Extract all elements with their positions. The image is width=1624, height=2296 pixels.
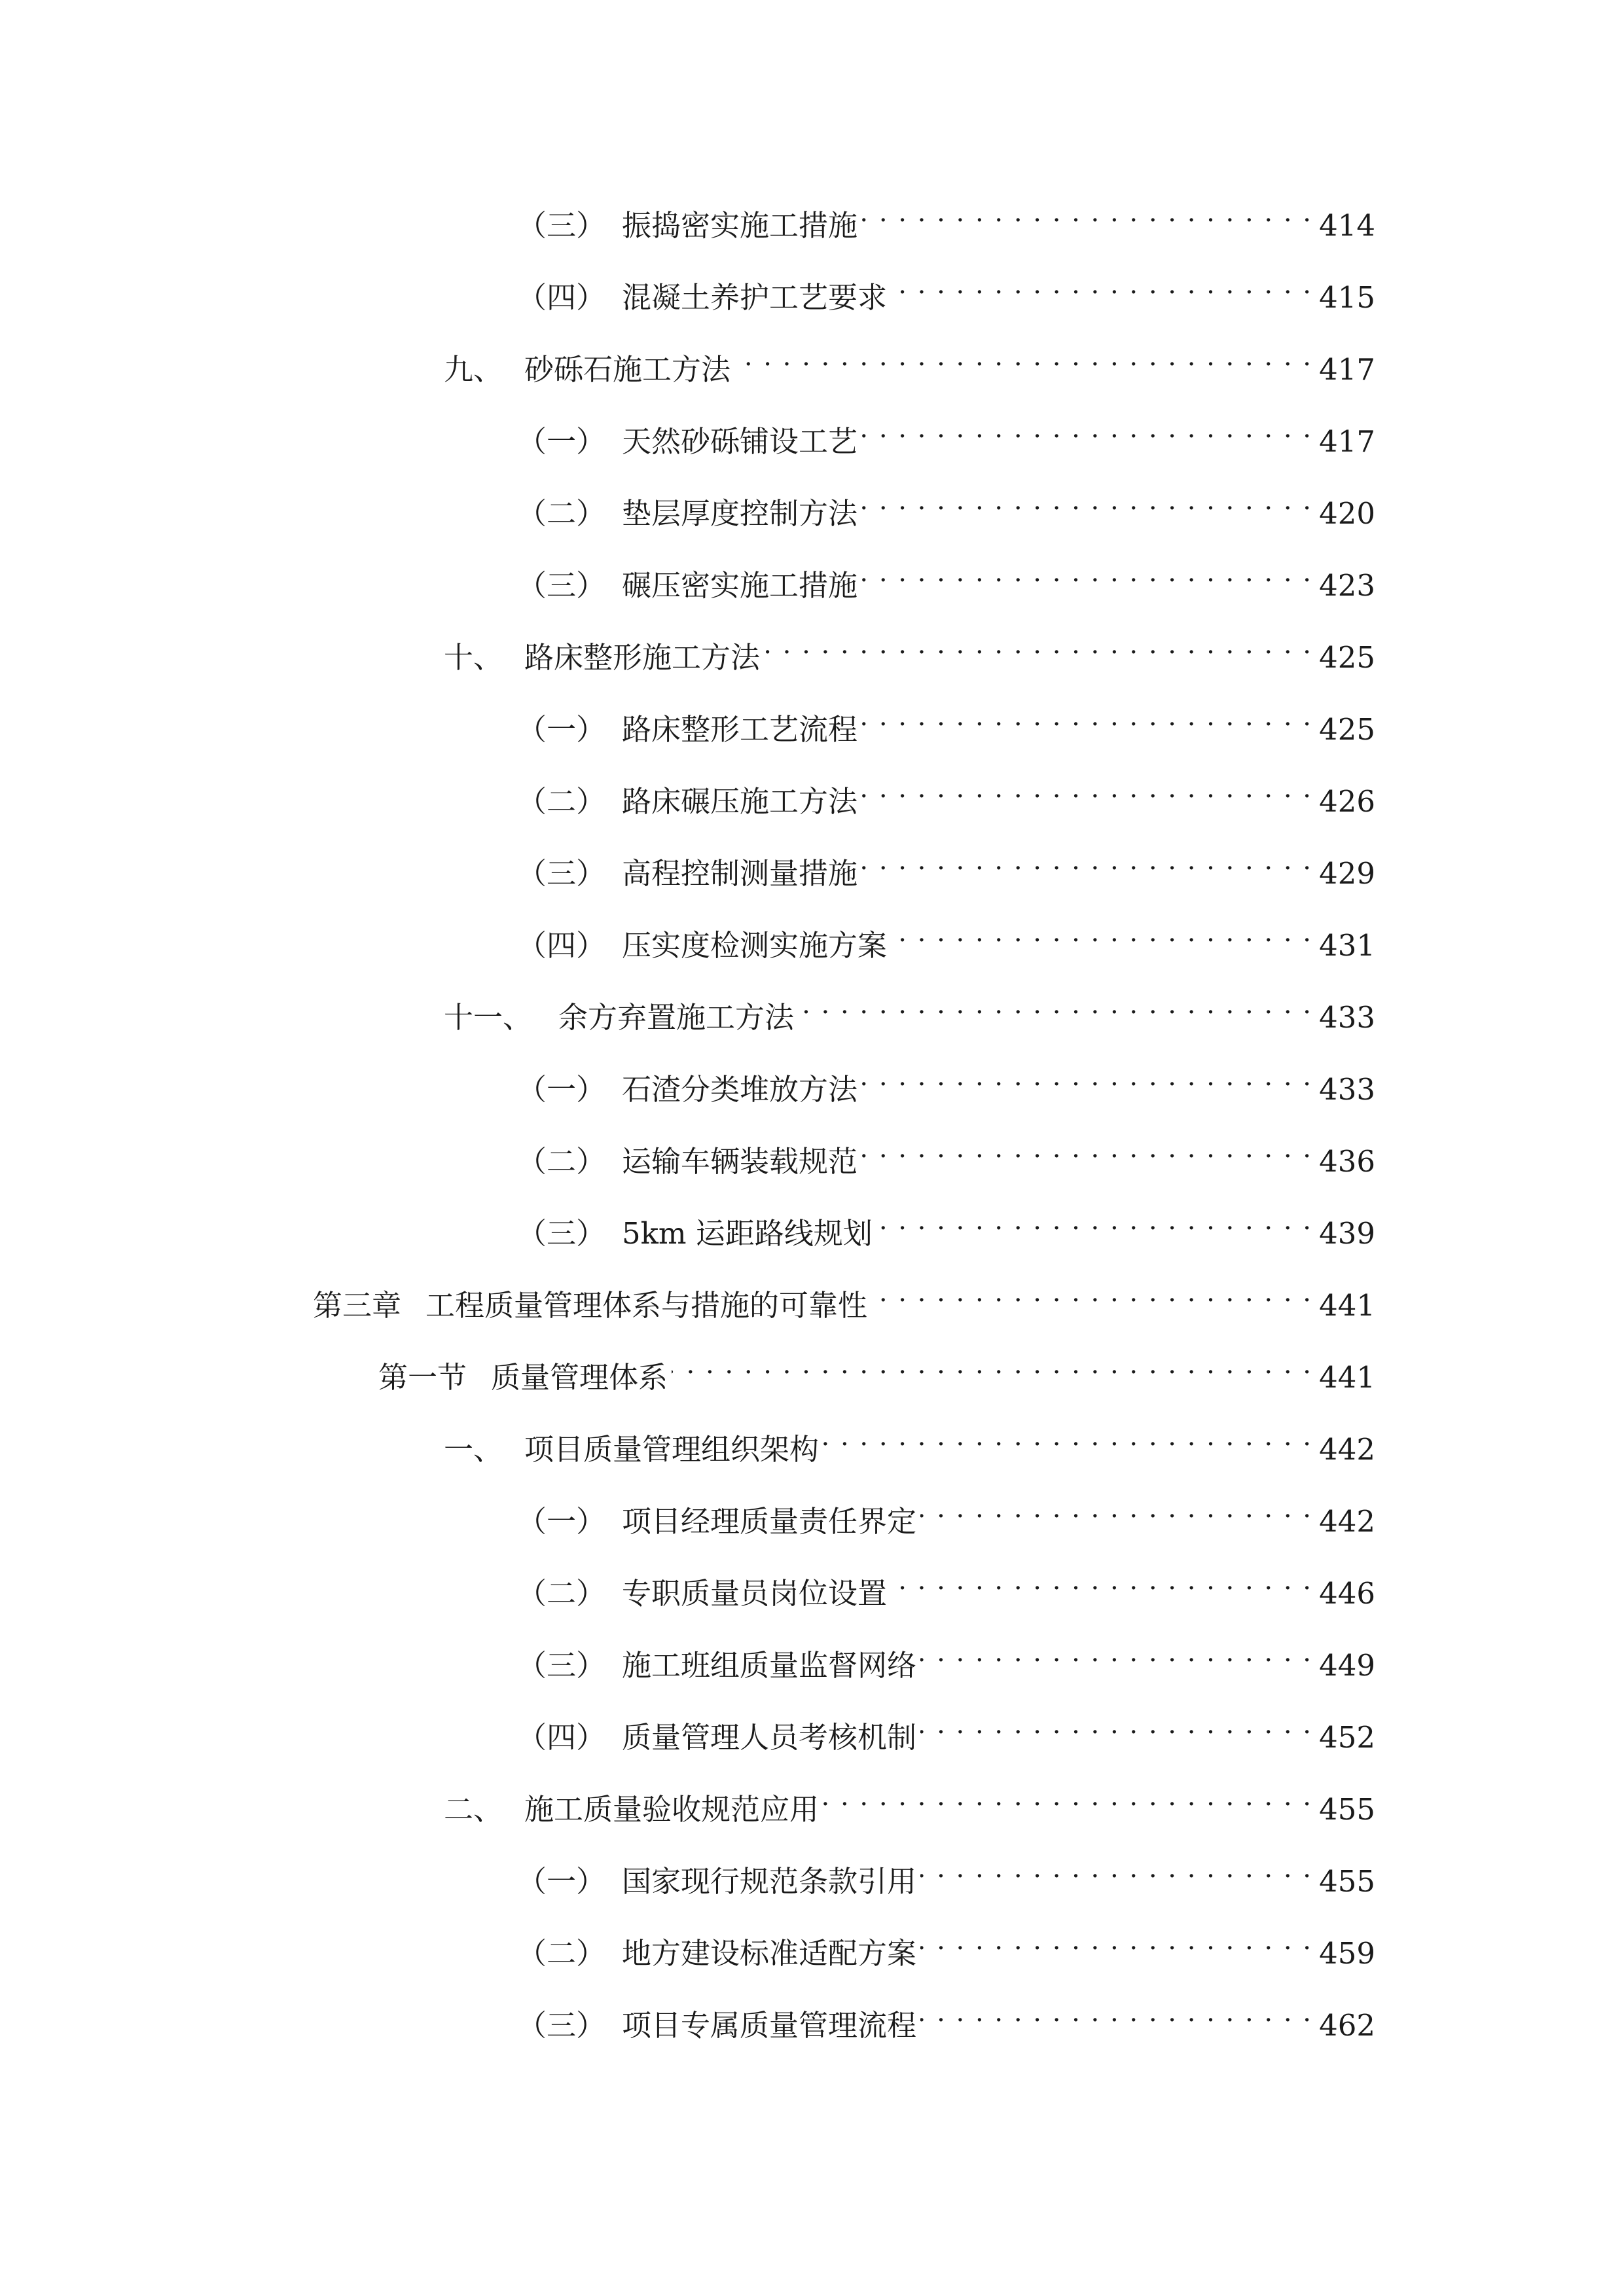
toc-subitem-entry[interactable] xyxy=(517,190,1375,243)
toc-subitem-entry[interactable] xyxy=(517,1054,1375,1107)
toc-entry-title: 碾压密实施工措施 xyxy=(622,568,858,603)
toc-entry-number: （一） xyxy=(517,1864,606,1899)
toc-dot-leader xyxy=(823,1414,1312,1460)
toc-entry-title: 高程控制测量措施 xyxy=(622,856,858,891)
toc-item-entry[interactable] xyxy=(444,1414,1375,1467)
toc-entry-number: 第一节 xyxy=(378,1360,467,1395)
toc-dot-leader xyxy=(891,1558,1312,1604)
toc-entry-page-number: 423 xyxy=(1319,568,1375,603)
toc-dot-leader xyxy=(672,1342,1312,1388)
toc-entry-page-number: 441 xyxy=(1319,1288,1375,1323)
toc-entry-page-number: 431 xyxy=(1319,928,1375,963)
toc-entry-number: 一、 xyxy=(444,1432,503,1467)
toc-entry-title: 专职质量员岗位设置 xyxy=(622,1576,888,1611)
toc-subitem-entry[interactable] xyxy=(517,1846,1375,1899)
toc-entry-number: （二） xyxy=(517,1576,606,1611)
toc-subitem-entry[interactable] xyxy=(517,1126,1375,1179)
toc-entry-page-number: 462 xyxy=(1319,2008,1375,2043)
toc-entry-page-number: 455 xyxy=(1319,1864,1375,1899)
toc-subitem-entry[interactable] xyxy=(517,1630,1375,1683)
toc-entry-number: （二） xyxy=(517,496,606,531)
toc-entry-title: 项目经理质量责任界定 xyxy=(622,1504,917,1539)
toc-dot-leader xyxy=(861,406,1312,452)
toc-dot-leader xyxy=(920,1702,1312,1748)
toc-entry-page-number: 425 xyxy=(1319,640,1375,675)
toc-dot-leader xyxy=(798,982,1312,1028)
toc-subitem-entry[interactable] xyxy=(517,1198,1375,1251)
toc-subitem-entry[interactable] xyxy=(517,406,1375,459)
toc-dot-leader xyxy=(920,1486,1312,1532)
toc-entry-page-number: 433 xyxy=(1319,1000,1375,1035)
toc-item-entry[interactable] xyxy=(444,1774,1375,1827)
toc-entry-title: 运输车辆装载规范 xyxy=(622,1144,858,1179)
toc-entry-page-number: 441 xyxy=(1319,1360,1375,1395)
toc-entry-number: 第三章 xyxy=(313,1288,402,1323)
toc-dot-leader xyxy=(891,262,1312,308)
toc-dot-leader xyxy=(861,190,1312,236)
toc-section-entry[interactable] xyxy=(378,1342,1375,1395)
toc-entry-page-number: 449 xyxy=(1319,1648,1375,1683)
toc-entry-title: 振捣密实施工措施 xyxy=(622,208,858,243)
toc-entry-page-number: 425 xyxy=(1319,712,1375,747)
toc-entry-title: 工程质量管理体系与措施的可靠性 xyxy=(425,1288,868,1323)
toc-entry-number: （一） xyxy=(517,424,606,459)
toc-entry-number: （二） xyxy=(517,1144,606,1179)
toc-entry-title: 国家现行规范条款引用 xyxy=(622,1864,917,1899)
toc-dot-leader xyxy=(861,766,1312,812)
toc-entry-page-number: 455 xyxy=(1319,1792,1375,1827)
toc-entry-title: 砂砾石施工方法 xyxy=(524,352,731,387)
toc-entry-page-number: 446 xyxy=(1319,1576,1375,1611)
toc-dot-leader xyxy=(861,550,1312,596)
toc-entry-title: 项目专属质量管理流程 xyxy=(622,2008,917,2043)
toc-entry-page-number: 459 xyxy=(1319,1936,1375,1971)
toc-dot-leader xyxy=(920,1846,1312,1892)
toc-entry-title: 混凝土养护工艺要求 xyxy=(622,280,888,315)
toc-dot-leader xyxy=(734,334,1312,380)
toc-entry-number: （三） xyxy=(517,856,606,891)
toc-entry-page-number: 426 xyxy=(1319,784,1375,819)
toc-item-entry[interactable] xyxy=(444,622,1375,675)
toc-subitem-entry[interactable] xyxy=(517,1990,1375,2043)
toc-entry-title: 余方弃置施工方法 xyxy=(558,1000,795,1035)
toc-subitem-entry[interactable] xyxy=(517,766,1375,819)
toc-entry-page-number: 433 xyxy=(1319,1072,1375,1107)
toc-entry-page-number: 415 xyxy=(1319,280,1375,315)
toc-dot-leader xyxy=(920,1990,1312,2036)
toc-subitem-entry[interactable] xyxy=(517,1486,1375,1539)
toc-entry-title: 施工质量验收规范应用 xyxy=(524,1792,820,1827)
toc-entry-page-number: 436 xyxy=(1319,1144,1375,1179)
toc-subitem-entry[interactable] xyxy=(517,1702,1375,1755)
toc-entry-page-number: 442 xyxy=(1319,1504,1375,1539)
toc-subitem-entry[interactable] xyxy=(517,1918,1375,1971)
toc-entry-number: （三） xyxy=(517,568,606,603)
toc-entry-number: （二） xyxy=(517,784,606,819)
toc-entry-title: 路床整形工艺流程 xyxy=(622,712,858,747)
toc-entry-number: （一） xyxy=(517,1504,606,1539)
toc-entry-number: （二） xyxy=(517,1936,606,1971)
toc-entry-page-number: 417 xyxy=(1319,352,1375,387)
toc-entry-title: 5km 运距路线规划 xyxy=(622,1216,873,1251)
toc-dot-leader xyxy=(920,1918,1312,1964)
toc-entry-number: （三） xyxy=(517,208,606,243)
toc-chapter-entry[interactable] xyxy=(313,1270,1375,1323)
toc-entry-page-number: 417 xyxy=(1319,424,1375,459)
toc-entry-title: 质量管理体系 xyxy=(491,1360,668,1395)
toc-dot-leader xyxy=(876,1198,1312,1244)
toc-dot-leader xyxy=(871,1270,1312,1316)
toc-dot-leader xyxy=(764,622,1312,668)
toc-entry-number: （三） xyxy=(517,2008,606,2043)
toc-entry-title: 石渣分类堆放方法 xyxy=(622,1072,858,1107)
toc-entry-page-number: 429 xyxy=(1319,856,1375,891)
toc-entry-title: 垫层厚度控制方法 xyxy=(622,496,858,531)
toc-entry-number: 二、 xyxy=(444,1792,503,1827)
toc-entry-title: 压实度检测实施方案 xyxy=(622,928,888,963)
toc-entry-title: 项目质量管理组织架构 xyxy=(524,1432,820,1467)
toc-subitem-entry[interactable] xyxy=(517,550,1375,603)
toc-entry-number: （一） xyxy=(517,1072,606,1107)
toc-entry-page-number: 452 xyxy=(1319,1720,1375,1755)
toc-subitem-entry[interactable] xyxy=(517,262,1375,315)
toc-dot-leader xyxy=(861,694,1312,740)
toc-entry-page-number: 420 xyxy=(1319,496,1375,531)
toc-entry-number: （三） xyxy=(517,1216,606,1251)
toc-entry-title: 路床碾压施工方法 xyxy=(622,784,858,819)
toc-dot-leader xyxy=(861,838,1312,884)
toc-entry-page-number: 414 xyxy=(1319,208,1375,243)
toc-entry-title: 施工班组质量监督网络 xyxy=(622,1648,917,1683)
toc-entry-title: 地方建设标准适配方案 xyxy=(622,1936,917,1971)
toc-dot-leader xyxy=(861,1126,1312,1172)
toc-entry-number: （四） xyxy=(517,280,606,315)
toc-dot-leader xyxy=(891,910,1312,956)
toc-entry-page-number: 439 xyxy=(1319,1216,1375,1251)
toc-dot-leader xyxy=(861,478,1312,524)
toc-entry-number: 九、 xyxy=(444,352,503,387)
toc-entry-number: （四） xyxy=(517,1720,606,1755)
toc-entry-number: 十一、 xyxy=(444,1000,533,1035)
toc-subitem-entry[interactable] xyxy=(517,694,1375,747)
toc-subitem-entry[interactable] xyxy=(517,910,1375,963)
toc-subitem-entry[interactable] xyxy=(517,1558,1375,1611)
toc-entry-number: （一） xyxy=(517,712,606,747)
toc-entry-title: 路床整形施工方法 xyxy=(524,640,761,675)
toc-subitem-entry[interactable] xyxy=(517,838,1375,891)
toc-item-entry[interactable] xyxy=(444,334,1375,387)
toc-entry-page-number: 442 xyxy=(1319,1432,1375,1467)
toc-dot-leader xyxy=(861,1054,1312,1100)
toc-subitem-entry[interactable] xyxy=(517,478,1375,531)
toc-entry-number: （四） xyxy=(517,928,606,963)
toc-entry-number: 十、 xyxy=(444,640,503,675)
toc-dot-leader xyxy=(920,1630,1312,1676)
toc-entry-number: （三） xyxy=(517,1648,606,1683)
toc-item-entry[interactable] xyxy=(444,982,1375,1035)
toc-entry-title: 质量管理人员考核机制 xyxy=(622,1720,917,1755)
toc-dot-leader xyxy=(823,1774,1312,1820)
toc-entry-title: 天然砂砾铺设工艺 xyxy=(622,424,858,459)
